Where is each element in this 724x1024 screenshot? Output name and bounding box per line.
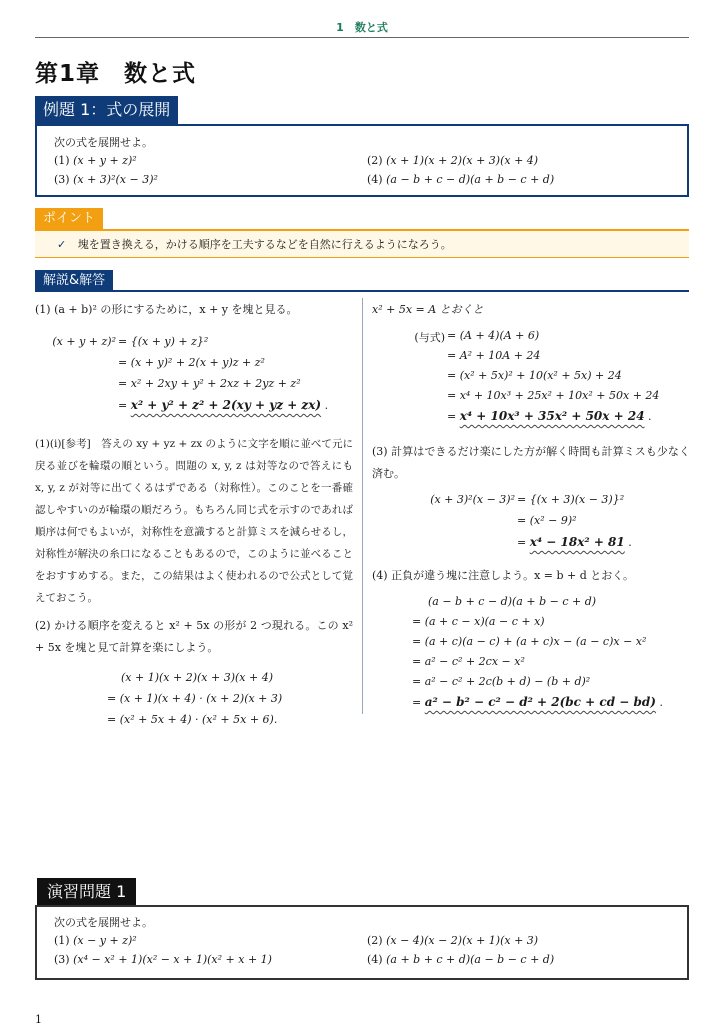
equation-line: = (x² − 9)² xyxy=(517,514,577,527)
equation-line: = (x + y)² + 2(x + y)z + z² xyxy=(118,356,265,369)
solution-2-equation xyxy=(35,671,353,733)
problem-expression: (x + 1)(x + 2)(x + 3)(x + 4) xyxy=(386,154,539,167)
solution-4-equation xyxy=(372,595,690,715)
answer-highlight: x⁴ + 10x³ + 35x² + 50x + 24 xyxy=(459,409,645,423)
equation-line: = x² + 2xy + y² + 2xz + 2yz + z² xyxy=(118,377,301,390)
point-tab: ポイント xyxy=(35,208,103,229)
equation-line: = (x² + 5x)² + 10(x² + 5x) + 24 xyxy=(447,369,622,382)
problem-number: (1) xyxy=(54,934,70,947)
problem-expression: (a + b + c + d)(a − b − c + d) xyxy=(386,953,555,966)
problem-number: (3) xyxy=(54,953,70,966)
example-problem-2 xyxy=(367,151,538,170)
equation-line: = a² − b² − c² − d² + 2(bc + cd − bd) . xyxy=(412,695,663,709)
point-box xyxy=(35,229,689,258)
example-problem-4 xyxy=(367,170,554,189)
solution-3-intro: (3) 計算はできるだけ楽にした方が解く時間も計算ミスも少なく済む。 xyxy=(372,445,690,480)
solution-2-substitution xyxy=(372,329,690,435)
point-text: 塊を置き換える，かける順序を工夫するなどを自然に行えるようになろう。 xyxy=(77,238,452,251)
check-icon: ✓ xyxy=(57,238,67,251)
equation-line: = x⁴ + 10x³ + 25x² + 10x² + 50x + 24 xyxy=(447,389,660,402)
header-rule xyxy=(35,37,689,38)
equation-line: = x² + y² + z² + 2(xy + yz + zx) . xyxy=(118,398,329,412)
exercise-row xyxy=(54,950,670,969)
page-number: 1 xyxy=(35,1013,42,1024)
running-header: 1 数と式 xyxy=(336,21,388,34)
exercise-problem-2 xyxy=(367,931,538,950)
solution-1-equation xyxy=(35,335,353,423)
equation-line: = {(x + 3)(x − 3)}² xyxy=(517,493,625,506)
equation-line: = A² + 10A + 24 xyxy=(447,349,541,362)
answer-highlight: a² − b² − c² − d² + 2(bc + cd − bd) xyxy=(424,695,656,709)
example-row xyxy=(54,151,670,170)
equation-line: = a² − c² + 2c(b + d) − (b + d)² xyxy=(412,675,591,688)
problem-number: (2) xyxy=(367,154,383,167)
solution-left-column xyxy=(35,298,353,733)
exercise-row xyxy=(54,931,670,950)
solution-rule xyxy=(35,290,689,292)
example-problem-3 xyxy=(54,170,158,189)
problem-number: (4) xyxy=(367,173,383,186)
problem-expression: (a − b + c − d)(a + b − c + d) xyxy=(386,173,555,186)
problem-expression: (x − 4)(x − 2)(x + 1)(x + 3) xyxy=(386,934,539,947)
equation-line: = (A + 4)(A + 6) xyxy=(447,329,540,342)
example-tab: 例題 1：式の展開 xyxy=(35,96,178,124)
equation-line: = (a + c − x)(a − c + x) xyxy=(412,615,545,628)
problem-expression: (x⁴ − x² + 1)(x² − x + 1)(x² + x + 1) xyxy=(73,953,272,966)
equation-line: = x⁴ − 18x² + 81 . xyxy=(517,535,632,549)
exercise-problem-4 xyxy=(367,950,554,969)
solution-tab: 解説&解答 xyxy=(35,270,113,291)
example-box xyxy=(35,124,689,197)
problem-number: (1) xyxy=(54,154,70,167)
answer-highlight: x⁴ − 18x² + 81 xyxy=(529,535,625,549)
problem-number: (2) xyxy=(367,934,383,947)
problem-number: (4) xyxy=(367,953,383,966)
exercise-problem-3 xyxy=(54,950,272,969)
example-prompt: 次の式を展開せよ。 xyxy=(54,136,153,149)
equation-line: = (x² + 5x + 4) · (x² + 5x + 6). xyxy=(107,713,278,726)
solution-3-equation xyxy=(372,493,690,557)
solution-right-column xyxy=(372,298,690,715)
equation-line: = x⁴ + 10x³ + 35x² + 50x + 24 . xyxy=(447,409,652,423)
solution-4-intro: (4) 正負が違う塊に注意しよう。x = b + d とおく。 xyxy=(372,569,635,582)
equation-lhs: (与式) xyxy=(414,331,445,344)
equation-lhs: (x + 3)²(x − 3)² xyxy=(430,493,515,506)
solution-1-intro: (1) (a + b)² の形にするために，x + y を塊と見る。 xyxy=(35,303,298,316)
solution-2-continued: x² + 5x = A とおくと xyxy=(372,303,484,316)
problem-expression: (x + 3)²(x − 3)² xyxy=(73,173,158,186)
equation-line: = {(x + y) + z}² xyxy=(118,335,209,348)
equation-line: (a − b + c − d)(a + b − c + d) xyxy=(428,595,597,608)
exercise-problem-1 xyxy=(54,931,137,950)
exercise-box xyxy=(35,905,689,980)
solution-1-note: (1)(i)[参考] 答えの xy + yz + zx のように文字を順に並べて元に戻る並びを輪環の順という。問題の x, y, z は対等なので答えにも x, y, z が対等に出てくるはずである（対称性）。このことを一番確認しやすいのが輪環の順だろう。もちろん同じ式を示すのであれば順序は何でもよいが，対称性を意識すると計算ミスを減らせるし，対称性が解決の糸口になることもあるので，このように並べることをおすすめする。また，この結果はよく使われるので公式として覚えておこう。 xyxy=(35,438,353,604)
equation-line: = (x + 1)(x + 4) · (x + 2)(x + 3) xyxy=(107,692,283,705)
solution-2-intro: (2) かける順序を変えると x² + 5x の形が 2 つ現れる。この x² + 5x を塊と見て計算を楽にしよう。 xyxy=(35,619,353,654)
problem-expression: (x + y + z)² xyxy=(73,154,137,167)
exercise-prompt: 次の式を展開せよ。 xyxy=(54,916,153,929)
equation-line: (x + 1)(x + 2)(x + 3)(x + 4) xyxy=(121,671,273,684)
equation-line: = (a + c)(a − c) + (a + c)x − (a − c)x − x² xyxy=(412,635,647,648)
answer-highlight: x² + y² + z² + 2(xy + yz + zx) xyxy=(130,398,322,412)
column-divider xyxy=(362,298,363,714)
exercise-tab: 演習問題 1 xyxy=(37,878,136,905)
example-problem-1 xyxy=(54,151,137,170)
problem-expression: (x − y + z)² xyxy=(73,934,137,947)
equation-line: = a² − c² + 2cx − x² xyxy=(412,655,525,668)
equation-lhs: (x + y + z)² xyxy=(52,335,116,348)
chapter-title: 第1章 数と式 xyxy=(35,61,197,87)
example-row xyxy=(54,170,670,189)
problem-number: (3) xyxy=(54,173,70,186)
